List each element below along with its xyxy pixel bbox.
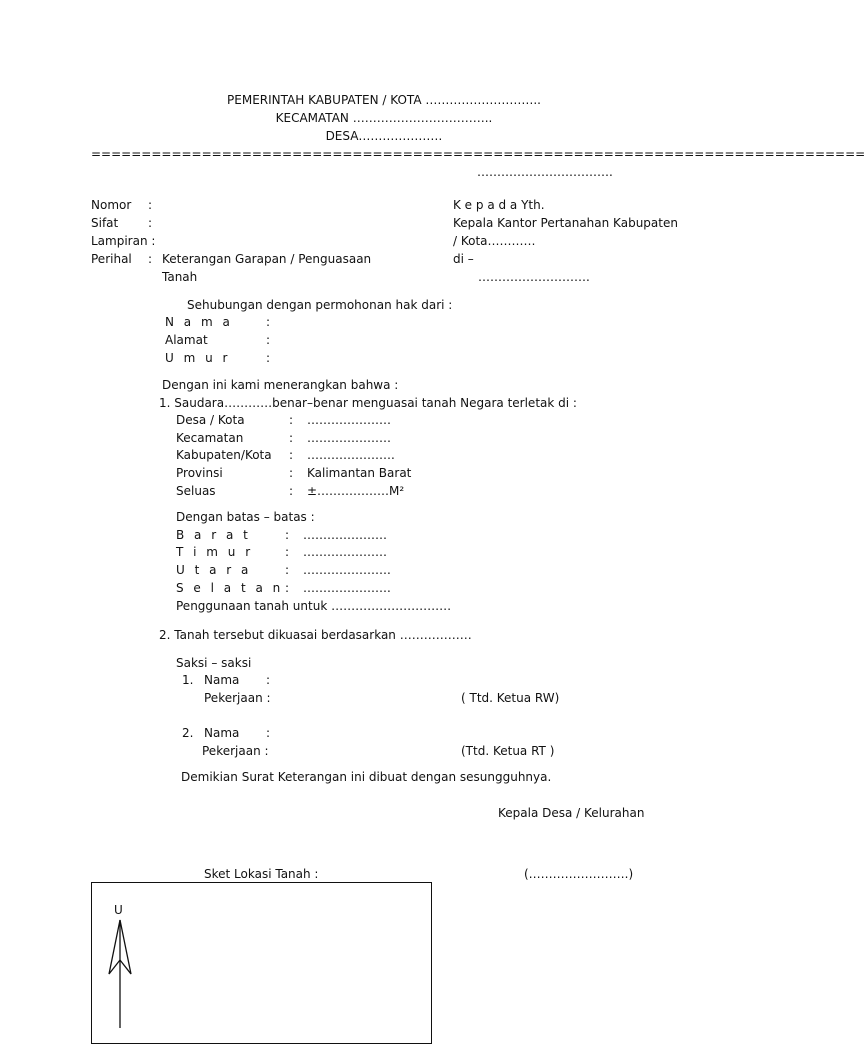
recipient-line-3: / Kota………… — [453, 234, 536, 248]
nomor-colon: : — [148, 198, 153, 212]
witness-2-nama: Nama — [204, 726, 240, 740]
batas-barat-label: B a r a t — [176, 528, 251, 542]
sifat-label: Sifat — [91, 216, 119, 230]
applicant-umur-label: U m u r — [165, 351, 231, 365]
lampiran-label: Lampiran : — [91, 234, 156, 248]
batas-utara-colon: : — [285, 563, 290, 577]
perihal-colon: : — [148, 252, 153, 266]
applicant-alamat-label: Alamat — [165, 333, 208, 347]
recipient-line-4: di – — [453, 252, 474, 266]
loc-kec-label: Kecamatan — [176, 431, 244, 445]
sketch-box — [91, 882, 432, 1044]
applicant-intro: Sehubungan dengan permohonan hak dari : — [187, 298, 453, 312]
batas-timur-label: T i m u r — [176, 545, 254, 559]
loc-kab-colon: : — [289, 448, 294, 462]
loc-seluas-label: Seluas — [176, 484, 216, 498]
batas-timur-colon: : — [285, 545, 290, 559]
witness-2-number: 2. — [182, 726, 194, 740]
batas-barat-colon: : — [285, 528, 290, 542]
sifat-colon: : — [148, 216, 153, 230]
statement-item-2: 2. Tanah tersebut dikuasai berdasarkan ……………… — [159, 628, 472, 642]
loc-kec-colon: : — [289, 431, 294, 445]
loc-prov-value: Kalimantan Barat — [307, 466, 412, 480]
header-line-2: KECAMATAN …………………………….. — [275, 111, 493, 125]
header-divider: ============================================================================= — [91, 147, 865, 161]
batas-selatan-colon: : — [285, 581, 290, 595]
loc-seluas-colon: : — [289, 484, 294, 498]
loc-kab-value: …………………. — [307, 448, 395, 462]
closing-text: Demikian Surat Keterangan ini dibuat dengan sesungguhnya. — [181, 770, 552, 784]
batas-timur-value: ………………… — [303, 545, 387, 559]
north-label: U — [114, 903, 123, 917]
statement-intro: Dengan ini kami menerangkan bahwa : — [162, 378, 399, 392]
loc-prov-label: Provinsi — [176, 466, 223, 480]
sketch-label: Sket Lokasi Tanah : — [204, 867, 319, 881]
batas-selatan-value: …………………. — [303, 581, 391, 595]
loc-desa-colon: : — [289, 413, 294, 427]
loc-desa-label: Desa / Kota — [176, 413, 245, 427]
applicant-umur-colon: : — [266, 351, 271, 365]
applicant-nama-colon: : — [266, 315, 271, 329]
batas-selatan-label: S e l a t a n — [176, 581, 284, 595]
north-arrow-icon — [105, 918, 135, 1028]
batas-utara-label: U t a r a — [176, 563, 252, 577]
witness-1-pekerjaan: Pekerjaan : — [204, 691, 271, 705]
nomor-label: Nomor — [91, 198, 132, 212]
perihal-value-1: Keterangan Garapan / Penguasaan — [162, 252, 372, 266]
place-date: ……………………………. — [477, 165, 613, 179]
loc-seluas-value: ±………………M² — [307, 484, 405, 498]
signer-name: (…………………….) — [524, 867, 634, 881]
recipient-line-5: ………………………. — [478, 270, 590, 284]
recipient-line-1: K e p a d a Yth. — [453, 198, 545, 212]
witness-1-sign: ( Ttd. Ketua RW) — [461, 691, 560, 705]
perihal-value-2: Tanah — [162, 270, 198, 284]
loc-kab-label: Kabupaten/Kota — [176, 448, 272, 462]
batas-utara-value: …………………. — [303, 563, 391, 577]
loc-kec-value: ………………… — [307, 431, 391, 445]
header-line-1: PEMERINTAH KABUPATEN / KOTA ……………………….. — [227, 93, 541, 107]
loc-desa-value: ………………… — [307, 413, 391, 427]
witness-title: Saksi – saksi — [176, 656, 252, 670]
penggunaan-tanah: Penggunaan tanah untuk ………………………… — [176, 599, 452, 613]
applicant-nama-label: N a m a — [165, 315, 233, 329]
witness-1-nama: Nama — [204, 673, 240, 687]
perihal-label: Perihal — [91, 252, 132, 266]
signer-title: Kepala Desa / Kelurahan — [498, 806, 645, 820]
witness-2-pekerjaan: Pekerjaan : — [202, 744, 269, 758]
statement-item-1: 1. Saudara…………benar–benar menguasai tanah Negara terletak di : — [159, 396, 577, 410]
header-line-3: DESA………………… — [325, 129, 443, 143]
batas-barat-value: ………………… — [303, 528, 387, 542]
witness-2-sign: (Ttd. Ketua RT ) — [461, 744, 555, 758]
recipient-line-2: Kepala Kantor Pertanahan Kabupaten — [453, 216, 678, 230]
loc-prov-colon: : — [289, 466, 294, 480]
witness-1-number: 1. — [182, 673, 194, 687]
witness-2-colon: : — [266, 726, 271, 740]
batas-intro: Dengan batas – batas : — [176, 510, 315, 524]
witness-1-colon: : — [266, 673, 271, 687]
applicant-alamat-colon: : — [266, 333, 271, 347]
